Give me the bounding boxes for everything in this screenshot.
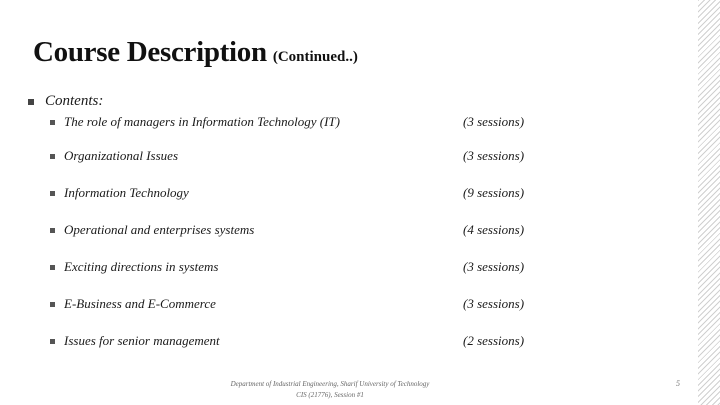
item-label: Information Technology xyxy=(64,185,189,200)
title-main: Course Description xyxy=(33,36,267,68)
list-item xyxy=(50,146,550,166)
item-label: Organizational Issues xyxy=(64,148,178,163)
item-sessions: (3 sessions) xyxy=(463,114,525,129)
list-item xyxy=(50,294,550,314)
square-bullet-icon xyxy=(50,154,55,159)
item-label: Issues for senior management xyxy=(64,333,220,348)
square-bullet-icon xyxy=(50,191,55,196)
item-sessions: (3 sessions) xyxy=(463,259,525,274)
list-item xyxy=(50,220,550,240)
item-sessions: (2 sessions) xyxy=(463,333,525,348)
footer-line-1: Department of Industrial Engineering, Sharif University of Technology xyxy=(230,380,430,388)
item-label: Operational and enterprises systems xyxy=(64,222,255,237)
square-bullet-icon xyxy=(50,265,55,270)
item-sessions: (3 sessions) xyxy=(463,296,525,311)
footer-line-2: CIS (21776), Session #1 xyxy=(296,391,364,399)
decorative-hatch-border xyxy=(698,0,720,405)
square-bullet-icon xyxy=(50,228,55,233)
page-number: 5 xyxy=(676,379,680,388)
list-item xyxy=(50,331,550,351)
item-sessions: (9 sessions) xyxy=(463,185,525,200)
item-sessions: (3 sessions) xyxy=(463,148,525,163)
section-label: Contents: xyxy=(45,93,104,109)
list-item xyxy=(50,183,550,203)
list-item xyxy=(50,257,550,277)
contents-list xyxy=(50,0,550,405)
item-sessions: (4 sessions) xyxy=(463,222,525,237)
square-bullet-icon xyxy=(28,99,34,105)
item-label: E-Business and E-Commerce xyxy=(64,296,216,311)
square-bullet-icon xyxy=(50,302,55,307)
item-label: The role of managers in Information Technology (IT) xyxy=(64,114,340,129)
slide-footer xyxy=(190,379,470,401)
list-item xyxy=(50,112,550,132)
item-label: Exciting directions in systems xyxy=(64,259,219,274)
title-suffix: (Continued..) xyxy=(272,49,358,65)
square-bullet-icon xyxy=(50,339,55,344)
square-bullet-icon xyxy=(50,120,55,125)
